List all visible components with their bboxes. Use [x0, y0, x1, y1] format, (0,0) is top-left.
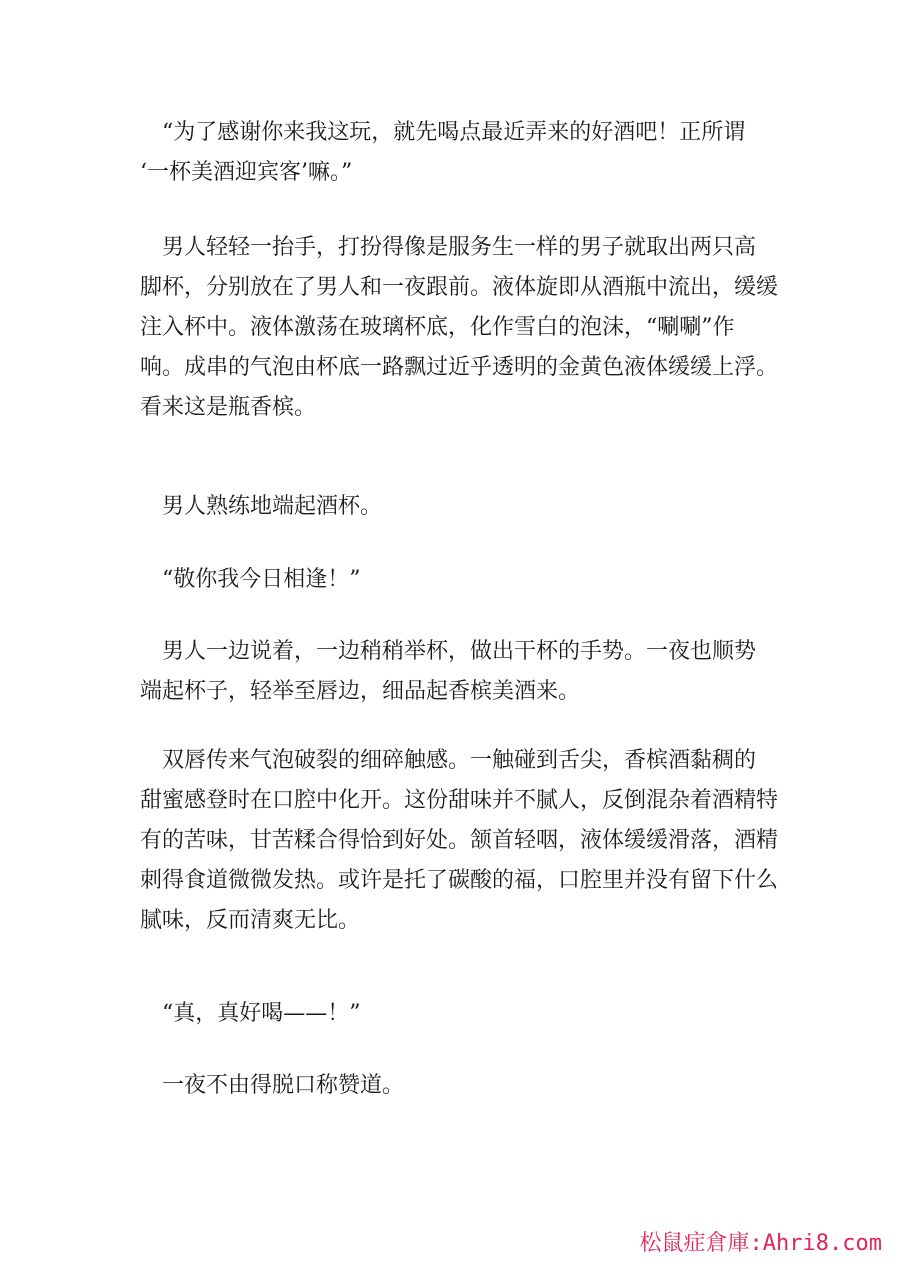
text-line: “为了感谢你来我这玩，就先喝点最近弄来的好酒吧！正所谓 — [140, 120, 746, 145]
text-line: 看来这是瓶香槟。 — [140, 395, 317, 420]
text-line: “敬你我今日相逢！” — [140, 567, 361, 592]
text-line: 甜蜜感登时在口腔中化开。这份甜味并不腻人，反倒混杂着酒精特 — [140, 788, 779, 813]
text-line: 响。成串的气泡由杯底一路飘过近乎透明的金黄色液体缓缓上浮。 — [140, 355, 779, 380]
text-line: ‘一杯美酒迎宾客’嘛。” — [140, 160, 353, 185]
paragraph-1 — [140, 113, 780, 193]
text-line: 腻味，反而清爽无比。 — [140, 908, 361, 933]
paragraph-8 — [140, 1066, 780, 1106]
paragraph-3 — [140, 487, 780, 527]
text-line: 脚杯，分别放在了男人和一夜跟前。液体旋即从酒瓶中流出，缓缓 — [140, 275, 779, 300]
paragraph-7 — [140, 994, 780, 1034]
text-line: 一夜不由得脱口称赞道。 — [140, 1073, 405, 1098]
watermark: 松鼠症倉庫:Ahri8.com — [639, 1231, 882, 1256]
text-line: 双唇传来气泡破裂的细碎触感。一触碰到舌尖，香槟酒黏稠的 — [140, 748, 757, 773]
paragraph-6 — [140, 741, 780, 941]
text-line: 端起杯子，轻举至唇边，细品起香槟美酒来。 — [140, 679, 581, 704]
text-line: “真，真好喝——！” — [140, 1001, 361, 1026]
text-line: 男人轻轻一抬手，打扮得像是服务生一样的男子就取出两只高 — [140, 235, 757, 260]
paragraph-4 — [140, 560, 780, 600]
text-line: 男人熟练地端起酒杯。 — [140, 494, 383, 519]
text-line: 注入杯中。液体激荡在玻璃杯底，化作雪白的泡沫，“唰唰”作 — [140, 315, 735, 340]
text-line: 有的苦味，甘苦糅合得恰到好处。颔首轻咽，液体缓缓滑落，酒精 — [140, 828, 779, 853]
text-line: 男人一边说着，一边稍稍举杯，做出干杯的手势。一夜也顺势 — [140, 639, 757, 664]
paragraph-2 — [140, 228, 780, 428]
paragraph-5 — [140, 632, 780, 712]
text-line: 刺得食道微微发热。或许是托了碳酸的福，口腔里并没有留下什么 — [140, 868, 779, 893]
